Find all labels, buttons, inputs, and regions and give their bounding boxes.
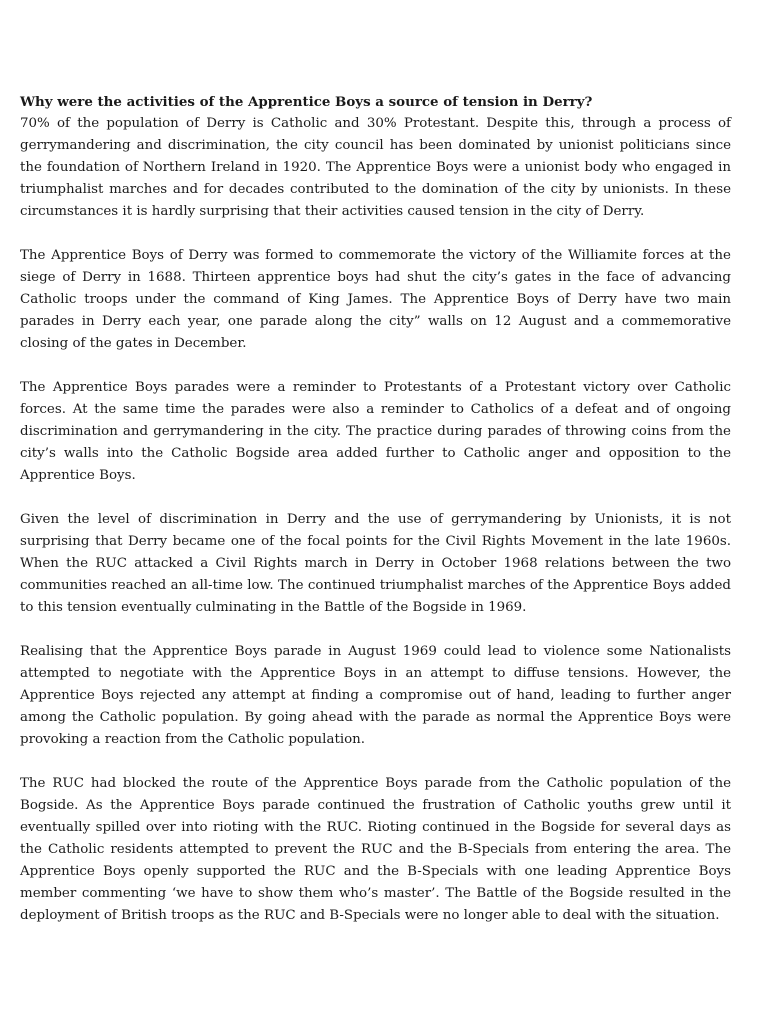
paragraph-5: Realising that the Apprentice Boys parade in August 1969 could lead to violence some Nationalists attempted to negotiate with the Apprentice Boys in an attempt to diffuse tensions. However, the Apprentice Boys rejected any attempt at finding a compromise out of hand, leading to further anger among the Catholic population. By going ahead with the parade as normal the Apprentice Boys were provoking a reaction from the Catholic population. bbox=[20, 644, 731, 747]
paragraph-6: The RUC had blocked the route of the Apprentice Boys parade from the Catholic population of the Bogside. As the Apprentice Boys parade continued the frustration of Catholic youths grew until it eventually spilled over into rioting with the RUC. Rioting continued in the Bogside for several days as the Catholic residents attempted to prevent the RUC and the B-Specials from entering the area. The Apprentice Boys openly supported the RUC and the B-Specials with one leading Apprentice Boys member commenting ‘we have to show them who’s master’. The Battle of the Bogside resulted in the deployment of British troops as the RUC and B-Specials were no longer able to deal with the situation. bbox=[20, 776, 731, 923]
paragraph-3: The Apprentice Boys parades were a reminder to Protestants of a Protestant victory over Catholic forces. At the same time the parades were also a reminder to Catholics of a defeat and of ongoing discrimination and gerrymandering in the city. The practice during parades of throwing coins from the city’s walls into the Catholic Bogside area added further to Catholic anger and opposition to the Apprentice Boys. bbox=[20, 380, 731, 483]
document-page bbox=[20, 91, 731, 949]
paragraph-2: The Apprentice Boys of Derry was formed to commemorate the victory of the Williamite forces at the siege of Derry in 1688. Thirteen apprentice boys had shut the city’s gates in the face of advancing Catholic troops under the command of King James. The Apprentice Boys of Derry have two main parades in Derry each year, one parade along the city” walls on 12 August and a commemorative closing of the gates in December. bbox=[20, 248, 731, 351]
document-title: Why were the activities of the Apprentice Boys a source of tension in Derry? bbox=[20, 94, 593, 110]
paragraph-1: 70% of the population of Derry is Catholic and 30% Protestant. Despite this, through a process of gerrymandering and discrimination, the city council has been dominated by unionist politicians since the foundation of Northern Ireland in 1920. The Apprentice Boys were a unionist body who engaged in triumphalist marches and for decades contributed to the domination of the city by unionists. In these circumstances it is hardly surprising that their activities caused tension in the city of Derry. bbox=[20, 116, 731, 219]
paragraph-4: Given the level of discrimination in Derry and the use of gerrymandering by Unionists, it is not surprising that Derry became one of the focal points for the Civil Rights Movement in the late 1960s. When the RUC attacked a Civil Rights march in Derry in October 1968 relations between the two communities reached an all-time low. The continued triumphalist marches of the Apprentice Boys added to this tension eventually culminating in the Battle of the Bogside in 1969. bbox=[20, 512, 731, 615]
